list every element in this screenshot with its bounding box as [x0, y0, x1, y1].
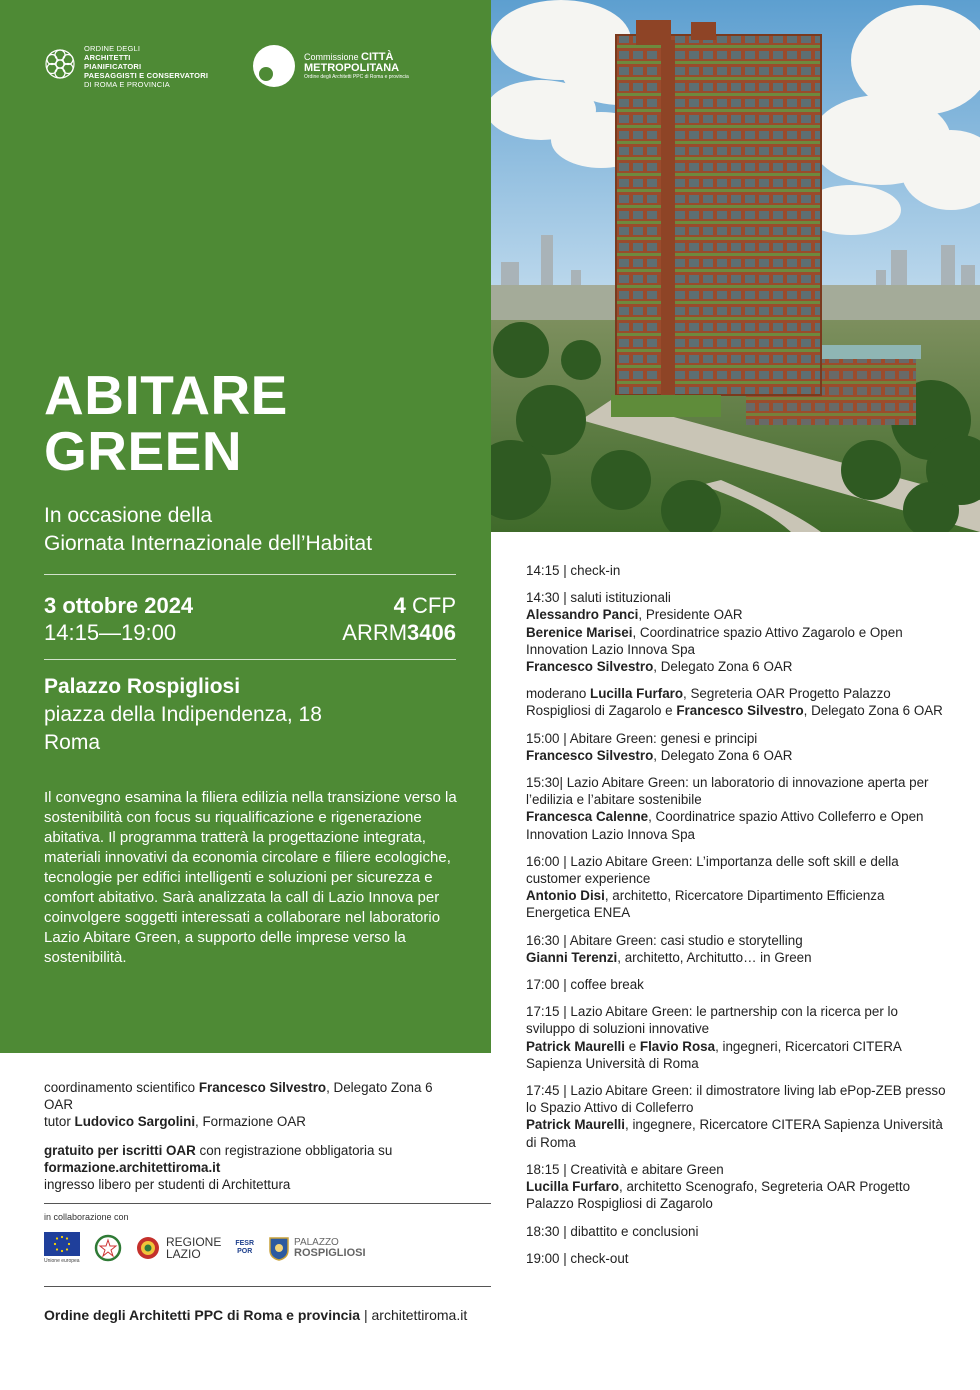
commissione-line2: METROPOLITANA	[304, 61, 400, 74]
program-schedule	[526, 562, 946, 1277]
speaker-role: , ingegnere, Ricercatore CITERA Sapienza Università di Roma	[526, 1117, 943, 1150]
schedule-time: 17:15 | Lazio Abitare Green: le partnership con la ricerca per lo sviluppo di soluzioni innovative	[526, 1004, 898, 1037]
coordination-info	[44, 1079, 454, 1131]
schedule-item	[526, 1250, 946, 1267]
oar-logo-line: PIANIFICATORI	[84, 62, 142, 71]
zagarolo-crest-icon	[268, 1235, 290, 1261]
registration-link[interactable]: formazione.architettiroma.it	[44, 1160, 221, 1176]
italy-emblem-logo	[94, 1233, 122, 1263]
students-note: ingresso libero per studenti di Architettura	[44, 1177, 291, 1193]
moderators-label: moderano	[526, 686, 591, 702]
italy-emblem-icon	[94, 1233, 122, 1263]
oar-logo-line: PAESAGGISTI E CONSERVATORI	[84, 71, 209, 80]
cfp-number: 4	[393, 593, 406, 618]
schedule-time: 14:15 | check-in	[526, 563, 621, 578]
coord-label: coordinamento scientifico	[44, 1080, 199, 1095]
venue-address: piazza della Indipendenza, 18	[44, 703, 322, 726]
divider	[44, 1286, 491, 1287]
commissione-circle-icon	[252, 44, 296, 88]
oar-flower-icon	[44, 44, 76, 84]
schedule-item	[526, 853, 946, 922]
divider	[44, 1203, 491, 1204]
schedule-time: 16:00 | Lazio Abitare Green: L’importanza delle soft skill e della customer experience	[526, 853, 899, 887]
footer-site[interactable]: | architettiroma.it	[360, 1307, 468, 1323]
green-panel	[0, 0, 491, 1053]
speaker-name: Lucilla Furfaro	[526, 1179, 620, 1195]
title-line1: ABITARE	[44, 364, 288, 426]
palazzo-line1: PALAZZO	[294, 1237, 339, 1248]
schedule-item	[526, 1003, 946, 1072]
collab-label: in collaborazione con	[44, 1212, 129, 1222]
code-prefix: ARRM	[342, 620, 408, 645]
speaker-role: , Delegato Zona 6 OAR	[653, 659, 793, 675]
subtitle-line1: In occasione della	[44, 504, 213, 527]
schedule-item	[526, 685, 946, 719]
speaker-role: , Segreteria OAR Progetto Palazzo Rospigliosi di Zagarolo e	[526, 686, 891, 719]
green-tower-image	[491, 0, 980, 532]
schedule-time: 16:30 | Abitare Green: casi studio e storytelling	[526, 932, 803, 948]
regione-lazio-logo	[136, 1236, 221, 1260]
schedule-time: 17:45 | Lazio Abitare Green: il dimostratore living lab ePop-ZEB presso lo Spazio Attivo di Colleferro	[526, 1083, 946, 1116]
schedule-item	[526, 1161, 946, 1213]
event-title	[44, 364, 288, 482]
palazzo-rospigliosi-logo	[268, 1235, 366, 1261]
speaker-name: Lucilla Furfaro	[590, 686, 684, 702]
divider	[44, 574, 456, 575]
schedule-time: 15:00 | Abitare Green: genesi e principi	[526, 730, 758, 746]
speaker-name: Francesco Silvestro	[676, 703, 804, 719]
lazio-line2: LAZIO	[166, 1247, 201, 1261]
speaker-name: Francesco Silvestro	[526, 659, 654, 675]
eu-flag-icon	[44, 1232, 80, 1258]
cfp-label: CFP	[405, 593, 456, 618]
por-fesr-logo	[235, 1240, 254, 1256]
schedule-item	[526, 1223, 946, 1240]
speaker-role: , Coordinatrice spazio Attivo Zagarolo e Open Innovation Lazio Innova Spa	[526, 624, 903, 657]
lazio-line1: REGIONE	[166, 1235, 222, 1249]
schedule-time: 18:30 | dibattito e conclusioni	[526, 1223, 699, 1239]
speaker-role: , ingegneri, Ricercatori CITERA Sapienza Università di Roma	[526, 1038, 902, 1071]
commissione-logo	[252, 44, 409, 88]
oar-logo-line: ARCHITETTI	[84, 53, 131, 62]
speaker-role: , architetto Scenografo, Segreteria OAR Progetto Palazzo Rospigliosi di Zagarolo	[526, 1179, 911, 1212]
schedule-time: 15:30| Lazio Abitare Green: un laboratorio di innovazione aperta per l’edilizia e l’abitare sostenibile	[526, 775, 929, 808]
registration-info	[44, 1142, 464, 1194]
oar-logo-line: ORDINE DEGLI	[84, 44, 141, 53]
schedule-item	[526, 730, 946, 764]
oar-logo-line: DI ROMA E PROVINCIA	[84, 80, 170, 89]
coord-name: Francesco Silvestro	[198, 1080, 327, 1095]
schedule-time: 19:00 | check-out	[526, 1250, 629, 1266]
building-photo	[491, 0, 980, 532]
tutor-role: , Formazione OAR	[195, 1114, 306, 1130]
schedule-item	[526, 589, 946, 675]
schedule-time: 14:30 | saluti istituzionali	[526, 590, 671, 606]
code-number: 3406	[407, 620, 456, 645]
free-rest: con registrazione obbligatoria su	[195, 1143, 393, 1158]
por-line2: POR	[237, 1248, 253, 1255]
footer-org: Ordine degli Architetti PPC di Roma e provincia	[44, 1307, 361, 1323]
speaker-name: Flavio Rosa	[639, 1038, 716, 1054]
speaker-role: , Delegato Zona 6 OAR	[653, 747, 793, 763]
schedule-item	[526, 976, 946, 993]
partner-logos	[44, 1232, 366, 1264]
eu-logo	[44, 1232, 80, 1264]
speaker-and: e	[625, 1038, 640, 1054]
commissione-small: Ordine degli Architetti PPC di Roma e provincia	[304, 73, 409, 80]
commissione-line1: CITTÀ	[361, 50, 394, 63]
speaker-role: , architetto, Ricercatore Dipartimento Efficienza Energetica ENEA	[526, 888, 885, 921]
schedule-item	[526, 562, 946, 579]
free-label: gratuito per iscritti OAR	[44, 1143, 196, 1158]
speaker-role: , Coordinatrice spazio Attivo Colleferro e Open Innovation Lazio Innova Spa	[526, 809, 924, 842]
commissione-prefix: Commissione	[304, 51, 359, 62]
event-description: Il convegno esamina la filiera edilizia nella transizione verso la sostenibilità con focus su riqualificazione e rigenerazione abitativa. Il programma tratterà la progettazione integrata, materiali innovativi da economia circolare e filiere ecologiche, tecnologie per edifici intelligenti e soluzioni per sicurezza e comfort abitativo. Sarà analizzata la call di Lazio Innova per coinvolgere soggetti interessati a collaborare nel laboratorio Lazio Abitare Green, a supporto delle imprese verso la sostenibilità.	[44, 789, 457, 966]
event-date: 3 ottobre 2024	[44, 593, 194, 618]
schedule-item	[526, 932, 946, 966]
venue-name: Palazzo Rospigliosi	[44, 675, 241, 698]
speaker-role: , Presidente OAR	[638, 607, 743, 623]
speaker-role: , Delegato Zona 6 OAR	[803, 703, 943, 719]
schedule-time: 18:15 | Creatività e abitare Green	[526, 1161, 724, 1177]
speaker-name: Alessandro Panci	[526, 607, 639, 623]
palazzo-line2: ROSPIGLIOSI	[294, 1247, 366, 1259]
regione-lazio-icon	[136, 1236, 160, 1260]
event-credits	[342, 592, 456, 646]
speaker-name: Francesca Calenne	[526, 809, 649, 825]
speaker-role: , architetto, Architutto… in Green	[617, 949, 812, 965]
speaker-name: Berenice Marisei	[526, 624, 633, 640]
event-time: 14:15—19:00	[44, 620, 177, 645]
por-line1: FESR	[235, 1240, 255, 1247]
schedule-item	[526, 1082, 946, 1151]
event-venue	[44, 673, 322, 757]
event-subtitle	[44, 502, 372, 558]
schedule-item	[526, 774, 946, 843]
event-datetime	[44, 592, 193, 646]
speaker-name: Antonio Disi	[526, 888, 605, 904]
tutor-name: Ludovico Sargolini	[74, 1114, 196, 1130]
title-line2: GREEN	[44, 420, 243, 482]
tutor-label: tutor	[44, 1114, 75, 1130]
speaker-name: Patrick Maurelli	[526, 1038, 625, 1054]
oar-logo	[44, 44, 208, 89]
schedule-time: 17:00 | coffee break	[526, 977, 644, 993]
speaker-name: Francesco Silvestro	[526, 747, 654, 763]
speaker-name: Patrick Maurelli	[526, 1117, 625, 1133]
venue-city: Roma	[44, 731, 101, 754]
speaker-name: Gianni Terenzi	[526, 949, 618, 965]
subtitle-line2: Giornata Internazionale dell’Habitat	[44, 532, 373, 555]
eu-caption: Unione europea	[44, 1258, 80, 1264]
footer	[44, 1307, 467, 1323]
divider	[44, 659, 456, 660]
coord-role: , Delegato Zona 6 OAR	[44, 1080, 433, 1113]
